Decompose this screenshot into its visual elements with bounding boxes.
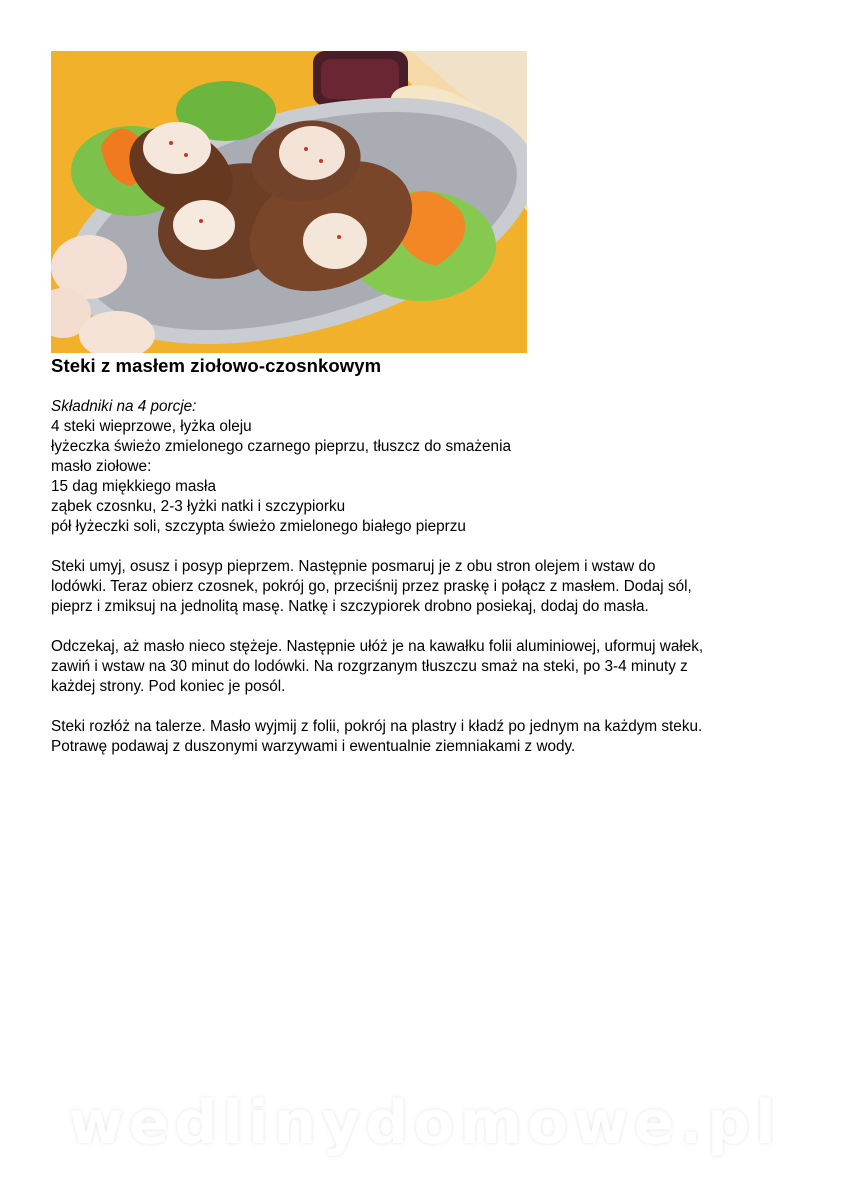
instruction-line: Steki rozłóż na talerze. Masło wyjmij z folii, pokrój na plastry i kładź po jednym na każdym steku. (51, 718, 703, 735)
recipe-title: Steki z masłem ziołowo-czosnkowym (51, 355, 382, 376)
instruction-line: pieprz i zmiksuj na jednolitą masę. Natkę i szczypiorek drobno posiekaj, dodaj do masła. (51, 598, 649, 615)
instruction-line: Potrawę podawaj z duszonymi warzywami i ewentualnie ziemniakami z wody. (51, 738, 576, 755)
instruction-line: zawiń i wstaw na 30 minut do lodówki. Na rozgrzanym tłuszczu smaż na steki, po 3-4 minuty z (51, 658, 688, 675)
instruction-line: Odczekaj, aż masło nieco stężeje. Następnie ułóż je na kawałku folii aluminiowej, uformuj wałek, (51, 638, 704, 655)
instructions-paragraph (51, 717, 811, 757)
instruction-line: każdej strony. Pod koniec je posól. (51, 678, 286, 695)
ingredient-line: 4 steki wieprzowe, łyżka oleju (51, 418, 252, 435)
instruction-line: lodówki. Teraz obierz czosnek, pokrój go, przeciśnij przez praskę i połącz z masłem. Dodaj sól, (51, 578, 692, 595)
instructions-paragraph (51, 637, 811, 697)
steak-dish-illustration (51, 51, 527, 353)
ingredient-line: pół łyżeczki soli, szczypta świeżo zmielonego białego pieprzu (51, 518, 466, 535)
site-watermark: wedlinydomowe.pl (68, 1088, 781, 1158)
ingredients-heading: Składniki na 4 porcje: (51, 398, 197, 415)
ingredient-line: masło ziołowe: (51, 458, 152, 475)
instruction-line: Steki umyj, osusz i posyp pieprzem. Następnie posmaruj je z obu stron olejem i wstaw do (51, 558, 656, 575)
ingredient-line: 15 dag miękkiego masła (51, 478, 216, 495)
instructions-paragraph (51, 557, 811, 617)
ingredients-section (51, 397, 811, 537)
ingredient-line: ząbek czosnku, 2-3 łyżki natki i szczypiorku (51, 498, 346, 515)
recipe-content (51, 397, 811, 777)
dish-photo (51, 51, 527, 353)
ingredient-line: łyżeczka świeżo zmielonego czarnego pieprzu, tłuszcz do smażenia (51, 438, 511, 455)
